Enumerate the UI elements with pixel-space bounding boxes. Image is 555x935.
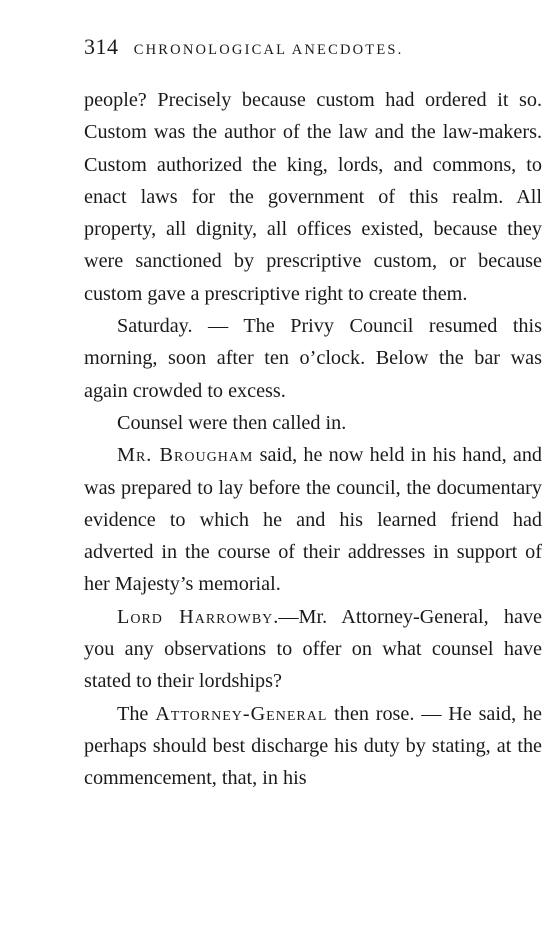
paragraph-text: then rose. — He said, he perhaps should best discharge his duty by stating, at the commencement, that, in his [84, 702, 542, 790]
paragraph-continuation [84, 84, 542, 310]
speaker-name: Attorney-General [155, 702, 328, 725]
paragraph-saturday [84, 310, 542, 407]
paragraph-attorney-general [84, 698, 542, 795]
paragraph-text: people? Precisely because custom had ordered it so. Custom was the author of the law and the law-makers. Custom authorized the king, lords, and commons, to enact laws for the government of this realm. All property, all dignity, all offices existed, because they were sanctioned by prescriptive custom, or because custom gave a prescriptive right to create them. [84, 89, 542, 305]
paragraph-text: said, he now held in his hand, and was prepared to lay before the council, the documentary evidence to which he and his learned friend had adverted in the course of their addresses in support of her Majesty’s memorial. [84, 444, 543, 596]
paragraph-counsel-called [84, 407, 542, 439]
paragraph-text: Counsel were then called in. [117, 411, 347, 434]
page-header [84, 34, 544, 60]
paragraph-prefix: The [117, 702, 156, 725]
speaker-name: Lord Harrowby [117, 605, 274, 628]
paragraph-harrowby [84, 601, 542, 698]
paragraph-text: Saturday. — The Privy Council resumed this morning, soon after ten o’clock. Below the bar was again crowded to excess. [84, 315, 542, 402]
speaker-name: Mr. Brougham [117, 444, 254, 467]
running-title: CHRONOLOGICAL ANECDOTES. [133, 42, 404, 58]
paragraph-text: .—Mr. Attorney-General, have you any observations to offer on what counsel have stated to their lordships? [84, 605, 543, 693]
paragraph-brougham [84, 439, 542, 600]
page-number: 314 [84, 34, 119, 59]
body-text [84, 84, 542, 795]
